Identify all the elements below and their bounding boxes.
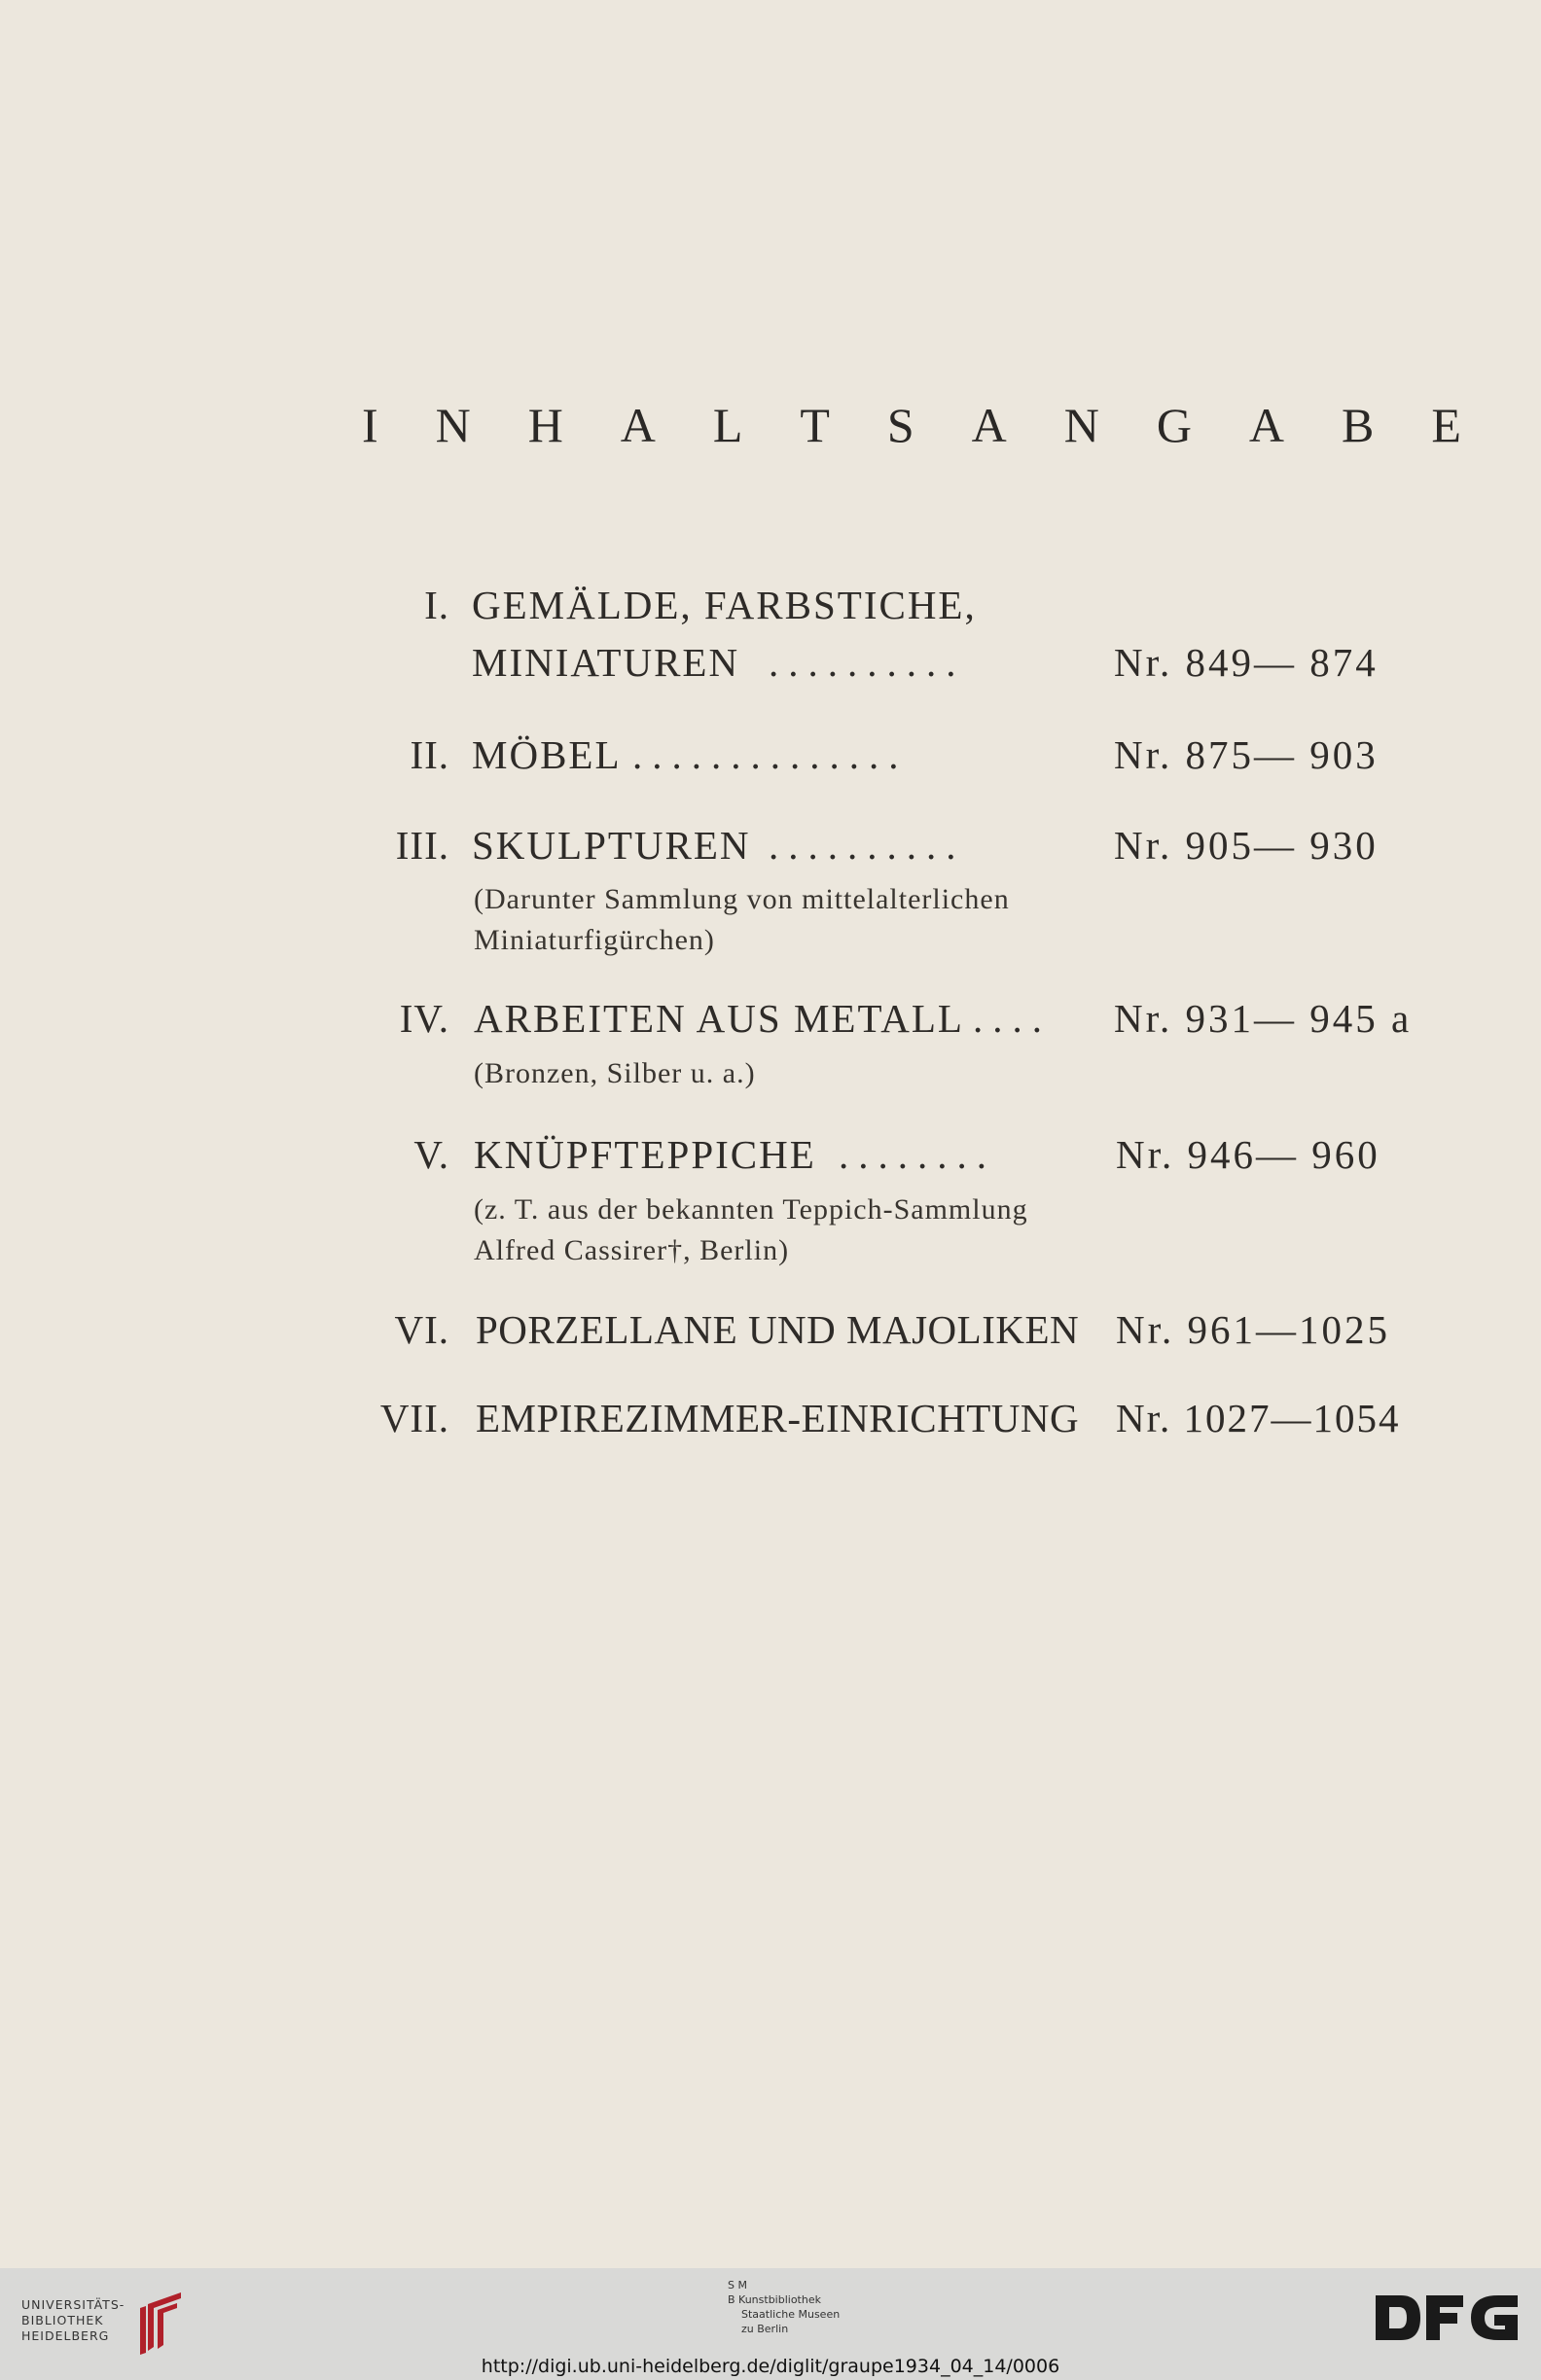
nr-label: Nr. bbox=[1116, 1132, 1175, 1177]
range-value: 931— 945 a bbox=[1185, 996, 1413, 1041]
nr-label: Nr. bbox=[1114, 996, 1173, 1041]
entry-number-range bbox=[1114, 995, 1412, 1042]
range-value: 849— 874 bbox=[1185, 640, 1379, 685]
title-letter: A bbox=[620, 398, 656, 452]
title-letter: E bbox=[1431, 398, 1461, 452]
entry-numeral: V. bbox=[413, 1132, 449, 1177]
smb-line: S M bbox=[728, 2279, 747, 2291]
entry-numeral: IV. bbox=[399, 996, 449, 1041]
library-mark-icon[interactable] bbox=[134, 2289, 191, 2357]
title-letter: H bbox=[527, 398, 563, 452]
leader-dots: ........ bbox=[839, 1132, 996, 1177]
entry-heading: GEMÄLDE, FARBSTICHE, bbox=[472, 583, 977, 627]
library-line: BIBLIOTHEK bbox=[21, 2313, 104, 2327]
entry-number-range bbox=[1116, 1131, 1380, 1178]
page-url[interactable]: http://digi.ub.uni-heidelberg.de/diglit/graupe1934_04_14/0006 bbox=[481, 2356, 1060, 2377]
entry-note: (Bronzen, Silber u. a.) bbox=[474, 1057, 756, 1089]
nr-label: Nr. bbox=[1114, 823, 1173, 868]
smb-line: zu Berlin bbox=[741, 2323, 789, 2335]
smb-line: B Kunstbibliothek bbox=[728, 2293, 821, 2306]
library-logo-text[interactable] bbox=[21, 2297, 138, 2344]
smb-logo[interactable] bbox=[728, 2278, 840, 2336]
entry-number-range bbox=[1114, 639, 1379, 686]
leader-dots: .......... bbox=[769, 823, 966, 868]
entry-heading: MINIATUREN bbox=[472, 640, 740, 685]
entry-number-range bbox=[1114, 731, 1379, 778]
entry-heading: EMPIREZIMMER-EINRICHTUNG bbox=[476, 1396, 1080, 1440]
range-value: 946— 960 bbox=[1187, 1132, 1380, 1177]
library-line: UNIVERSITÄTS- bbox=[21, 2297, 125, 2312]
page-title bbox=[362, 397, 1461, 453]
entry-number-range bbox=[1116, 1306, 1390, 1353]
entry-heading: ARBEITEN AUS METALL bbox=[474, 996, 964, 1041]
entry-note: (Darunter Sammlung von mittelalterlichen bbox=[474, 883, 1010, 915]
library-line: HEIDELBERG bbox=[21, 2328, 110, 2343]
title-letter: I bbox=[362, 398, 378, 452]
entry-note: Miniaturfigürchen) bbox=[474, 924, 715, 956]
range-value: 1027—1054 bbox=[1183, 1396, 1401, 1440]
range-value: 875— 903 bbox=[1185, 732, 1379, 777]
title-letter: T bbox=[800, 398, 830, 452]
range-value: 961—1025 bbox=[1187, 1307, 1390, 1352]
leader-dots: .............. bbox=[632, 732, 909, 777]
entry-note: (z. T. aus der bekannten Teppich-Sammlung bbox=[474, 1193, 1028, 1226]
smb-line: Staatliche Museen bbox=[741, 2308, 841, 2321]
title-letter: G bbox=[1156, 398, 1192, 452]
entry-numeral: I. bbox=[424, 583, 449, 627]
entry-note: Alfred Cassirer†, Berlin) bbox=[474, 1234, 790, 1266]
entry-heading: SKULPTUREN bbox=[472, 823, 751, 868]
entry-heading: KNÜPFTEPPICHE bbox=[474, 1132, 816, 1177]
entry-numeral: VII. bbox=[379, 1396, 449, 1440]
leader-dots: .... bbox=[973, 996, 1052, 1041]
nr-label: Nr. bbox=[1114, 640, 1173, 685]
title-letter: L bbox=[712, 398, 743, 452]
range-value: 905— 930 bbox=[1185, 823, 1379, 868]
entry-number-range bbox=[1116, 1395, 1401, 1441]
title-letter: N bbox=[435, 398, 471, 452]
entry-numeral: II. bbox=[410, 732, 449, 777]
nr-label: Nr. bbox=[1116, 1307, 1175, 1352]
entry-numeral: VI. bbox=[394, 1307, 449, 1352]
dfg-logo[interactable] bbox=[1372, 2286, 1523, 2349]
leader-dots: .......... bbox=[769, 640, 966, 685]
entry-numeral: III. bbox=[395, 823, 449, 868]
title-letter: A bbox=[971, 398, 1007, 452]
nr-label: Nr. bbox=[1116, 1396, 1172, 1440]
entry-number-range bbox=[1114, 822, 1379, 869]
title-letter: B bbox=[1341, 398, 1375, 452]
nr-label: Nr. bbox=[1114, 732, 1173, 777]
title-letter: N bbox=[1063, 398, 1099, 452]
entry-heading: PORZELLANE UND MAJOLIKEN bbox=[476, 1307, 1080, 1352]
title-letter: A bbox=[1248, 398, 1285, 452]
entry-heading: MÖBEL bbox=[472, 732, 622, 777]
title-letter: S bbox=[886, 398, 914, 452]
